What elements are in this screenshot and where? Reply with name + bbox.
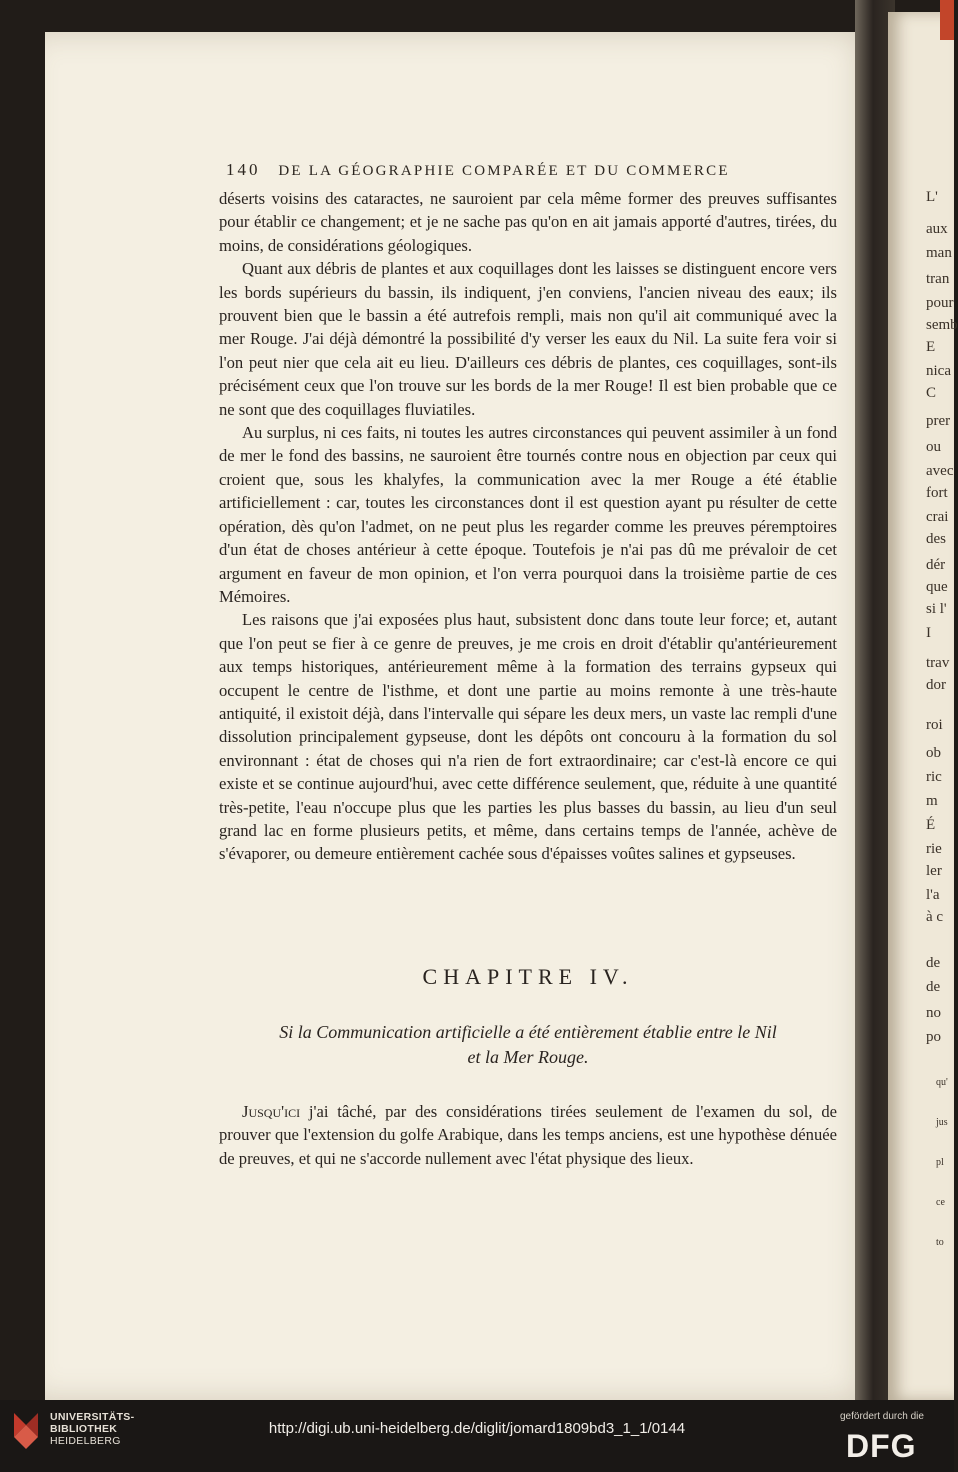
page-number: 140 (226, 160, 261, 179)
adjacent-page-fragment: roi (926, 717, 943, 733)
adjacent-page-fragment: ric (926, 769, 942, 785)
adjacent-page-footnote-fragment: qu' (936, 1077, 948, 1088)
library-name-line: HEIDELBERG (50, 1435, 121, 1447)
library-name-line: UNIVERSITÄTS- (50, 1411, 135, 1423)
subtitle-line: Si la Communication artificielle a été entièrement établie entre le Nil (279, 1022, 777, 1042)
running-head (226, 160, 786, 180)
adjacent-page-fragment: C (926, 385, 937, 401)
adjacent-page-edge (888, 12, 958, 1400)
chapter-subtitle (219, 1020, 837, 1070)
adjacent-page-fragment: po (926, 1029, 941, 1045)
opening-word: Jusqu'ici (242, 1102, 301, 1121)
dfg-logo: DFG (846, 1428, 917, 1464)
opening-text: j'ai tâché, par des considérations tirées seulement de l'examen du sol, de prouver que l'extension du golfe Arabique, dans les temps anciens, est une hypothèse dénuée de preuves, et qui ne s'accorde nullement avec l'état physique des lieux. (219, 1102, 837, 1168)
adjacent-page-fragment: E (926, 339, 936, 355)
adjacent-page-fragment: des (926, 531, 946, 547)
adjacent-page-footnote-fragment: to (936, 1237, 944, 1248)
adjacent-page-fragment: de (926, 979, 941, 995)
running-title: DE LA GÉOGRAPHIE COMPARÉE ET DU COMMERCE (278, 163, 730, 179)
adjacent-page-fragment: avec (926, 463, 954, 479)
adjacent-page-fragment: ob (926, 745, 941, 761)
adjacent-page-fragment: man (926, 245, 952, 261)
body-text (219, 187, 837, 866)
paragraph: Quant aux débris de plantes et aux coquillages dont les laisses se distinguent encore vers les bords supérieurs du bassin, ils indiquent, j'en conviens, l'ancien niveau des eaux; ils prouvent bien que le bassin a été autrefois rempli, mais non qu'il ait communiqué avec la mer Rouge. J'ai déjà démontré la possibilité d'y verser les eaux du Nil. La suite fera voir si l'on peut nier que cela ait eu lieu. D'ailleurs ces débris de plantes, ces coquillages, sont-ils précisément ceux que l'on trouve sur les bords de la mer Rouge! Il est bien probable que ce ne sont que des coquillages fluviatiles. (219, 259, 837, 419)
adjacent-page-fragment: tran (926, 271, 950, 287)
paragraph: Les raisons que j'ai exposées plus haut, subsistent donc dans toute leur force; et, autant que l'on peut se fier à ce genre de preuves, je me crois en droit d'établir qu'antérieurement aux temps historiques, antérieurement même à la formation des terrains gypseux qui occupent le centre de l'isthme, et dont une partie au moins remonte à une très-haute antiquité, il existoit déjà, dans l'intervalle qui sépare les deux mers, un vaste lac rempli d'une dissolution principalement gypseuse, dont les dépôts ont concouru à la formation du sol environnant : état de choses qui n'a rien de fort extraordinaire; car c'est-là encore ce qui existe et se continue aujourd'hui, avec cette différence seulement, que, réduite à une quantité très-petite, l'eau n'occupe plus que les parties les plus basses du bassin, au lieu d'un seul grand lac en forme plusieurs petits, et même, dans certains temps de l'année, achève de s'évaporer, ou demeure entièrement cachée sous d'épaisses voûtes salines et gypseuses. (219, 610, 837, 864)
paragraph: Au surplus, ni ces faits, ni toutes les autres circonstances qui peuvent assimiler à un fond de mer le fond des bassins, ne sauroient être tournés contre nous en objection par ceux qui croient que, sous les khalyfes, la communication avec la mer Rouge a été établie artificiellement : car, toutes les circonstances dont il est question ayant pu résulter de cette opération, dès qu'on l'admet, on ne peut plus les regarder comme les preuves péremptoires d'un état de choses antérieur à cette époque. Toutefois je n'ai pas dû me prévaloir de cet argument en faveur de mon opinion, et l'on verra pourquoi dans la troisième partie de ces Mémoires. (219, 423, 837, 606)
page-url-link[interactable]: http://digi.ub.uni-heidelberg.de/diglit/jomard1809bd3_1_1/0144 (268, 1420, 686, 1437)
adjacent-page-fragment: I (926, 625, 931, 641)
adjacent-page-fragment: trav (926, 655, 950, 671)
adjacent-page-fragment: ler (926, 863, 942, 879)
adjacent-page-fragment: semb (926, 317, 958, 333)
adjacent-page-fragment: ou (926, 439, 941, 455)
paragraph (219, 1100, 837, 1170)
adjacent-page-footnote-fragment: ce (936, 1197, 945, 1208)
subtitle-line: et la Mer Rouge. (467, 1047, 589, 1067)
funding-note: gefördert durch die (840, 1411, 924, 1422)
adjacent-page-fragment: m (926, 793, 938, 809)
adjacent-page-fragment: L' (926, 189, 938, 205)
adjacent-page-fragment: no (926, 1005, 941, 1021)
adjacent-page-fragment: dér (926, 557, 946, 573)
adjacent-page-fragment: prer (926, 413, 951, 429)
paragraph: déserts voisins des cataractes, ne sauroient par cela même former des preuves suffisantes pour établir ce changement; et je ne sache pas qu'on en ait jamais apporté d'autres, tirées, du moins, de considérations géologiques. (219, 189, 837, 255)
adjacent-page-fragment: aux (926, 221, 948, 237)
adjacent-page-fragment: à c (926, 909, 944, 925)
adjacent-page-footnote-fragment: jus (936, 1117, 948, 1128)
adjacent-page-fragment: que (926, 579, 948, 595)
adjacent-page-fragment: si l' (926, 601, 947, 617)
adjacent-page-fragment: É (926, 817, 936, 833)
bookmark-tab (940, 0, 954, 40)
chapter-body-text (219, 1100, 837, 1170)
adjacent-page-fragment: dor (926, 677, 946, 693)
chapter-heading: CHAPITRE IV. (422, 964, 634, 989)
adjacent-page-fragment: fort (926, 485, 948, 501)
adjacent-page-fragment: de (926, 955, 941, 971)
adjacent-page-fragment: pour (926, 295, 954, 311)
adjacent-page-fragment: l'a (926, 887, 940, 903)
adjacent-page-fragment: rie (926, 841, 942, 857)
adjacent-page-fragment: nica (926, 363, 951, 379)
library-name-line: BIBLIOTHEK (50, 1423, 118, 1435)
adjacent-page-footnote-fragment: pl (936, 1157, 944, 1168)
adjacent-page-fragment: crai (926, 509, 949, 525)
